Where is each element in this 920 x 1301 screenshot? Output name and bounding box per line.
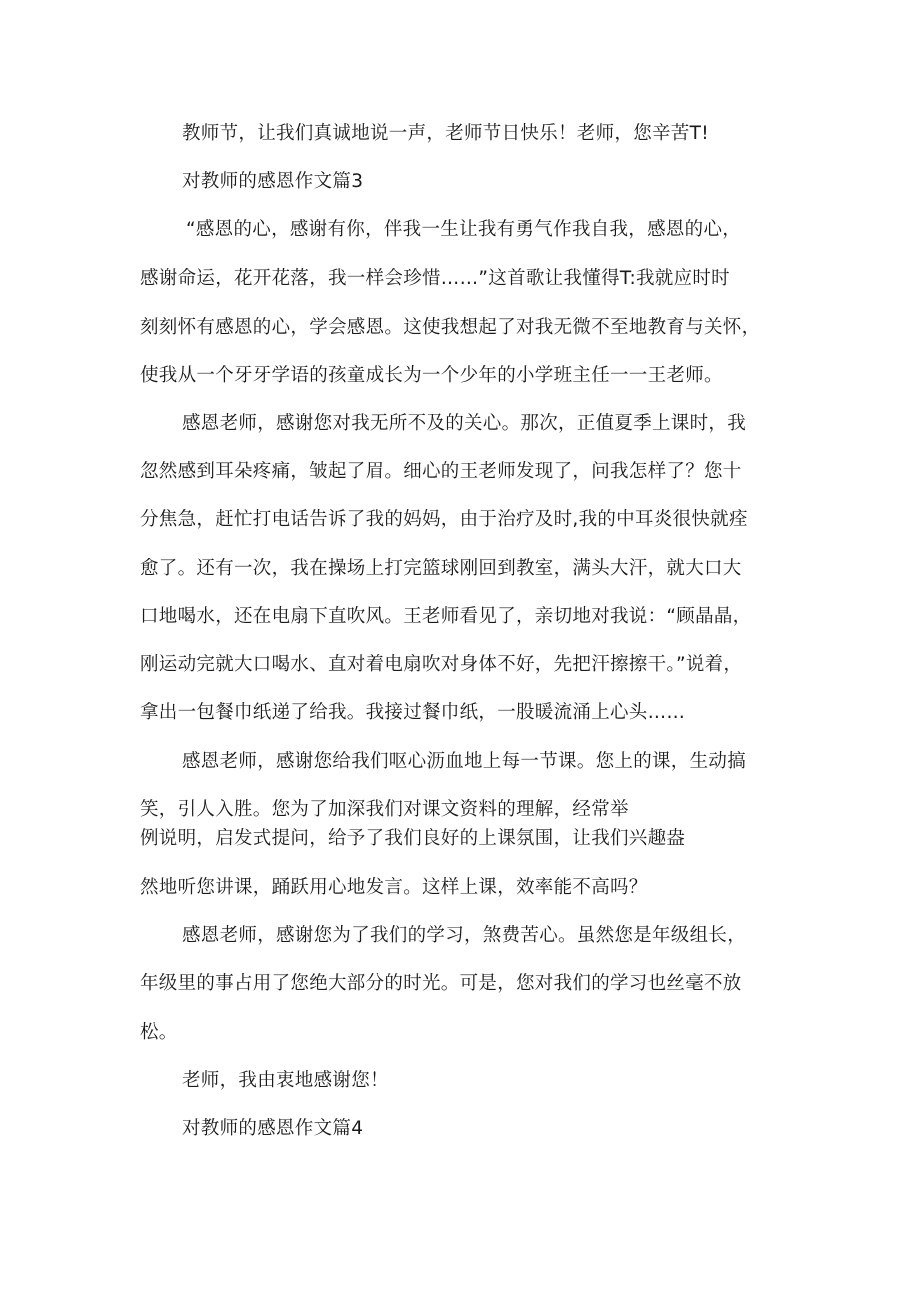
text-line: 年级里的事占用了您绝大部分的时光。可是，您对我们的学习也丝毫不放: [140, 973, 742, 994]
section-heading: 对教师的感恩作文篇4: [182, 1118, 364, 1139]
text-line: 感谢命运，花开花落，我一样会珍惜……”这首歌让我懂得T:我就应时时: [140, 268, 730, 289]
text-line: 感恩老师，感谢您为了我们的学习，煞费苦心。虽然您是年级组长，: [182, 925, 747, 946]
text-line: 愈了。还有一次，我在操场上打完篮球刚回到教室，满头大汗，就大口大: [140, 558, 742, 579]
text-line: 刻刻怀有感恩的心，学会感恩。这使我想起了对我无微不至地教育与关怀，: [140, 317, 761, 338]
text-line: 教师节，让我们真诚地说一声，老师节日快乐！老师，您辛苦T!: [182, 123, 709, 144]
text-line: 使我从一个牙牙学语的孩童成长为一个少年的小学班主任一一王老师。: [140, 365, 723, 386]
text-line: 松。: [140, 1022, 178, 1043]
text-line: 忽然感到耳朵疼痛，皱起了眉。细心的王老师发现了，问我怎样了？您十: [140, 461, 742, 482]
text-line: 例说明，启发式提问，给予了我们良好的上课氛围，让我们兴趣盎: [140, 828, 686, 849]
section-heading: 对教师的感恩作文篇3: [182, 171, 364, 192]
text-line: 感恩老师，感谢您对我无所不及的关心。那次，正值夏季上课时，我: [182, 413, 747, 434]
text-line: 拿出一包餐巾纸递了给我。我接过餐巾纸，一股暖流涌上心头……: [140, 702, 686, 723]
text-line: 刚运动完就大口喝水、直对着电扇吹对身体不好，先把汗擦擦干。”说着，: [140, 654, 743, 675]
text-line: 感恩老师，感谢您给我们呕心沥血地上每一节课。您上的课，生动搞: [182, 751, 747, 772]
text-line: 口地喝水，还在电扇下直吹风。王老师看见了，亲切地对我说：“顾晶晶，: [140, 606, 752, 627]
text-line: 分焦急，赶忙打电话告诉了我的妈妈，由于治疗及时,我的中耳炎很快就痊: [140, 509, 748, 530]
text-line: 笑，引人入胜。您为了加深我们对课文资料的理解，经常举: [140, 799, 629, 820]
text-line: “感恩的心，感谢有你，伴我一生让我有勇气作我自我，感恩的心，: [186, 219, 742, 240]
text-line: 老师，我由衷地感谢您！: [182, 1070, 389, 1091]
text-line: 然地听您讲课，踊跃用心地发言。这样上课，效率能不高吗？: [140, 877, 648, 898]
